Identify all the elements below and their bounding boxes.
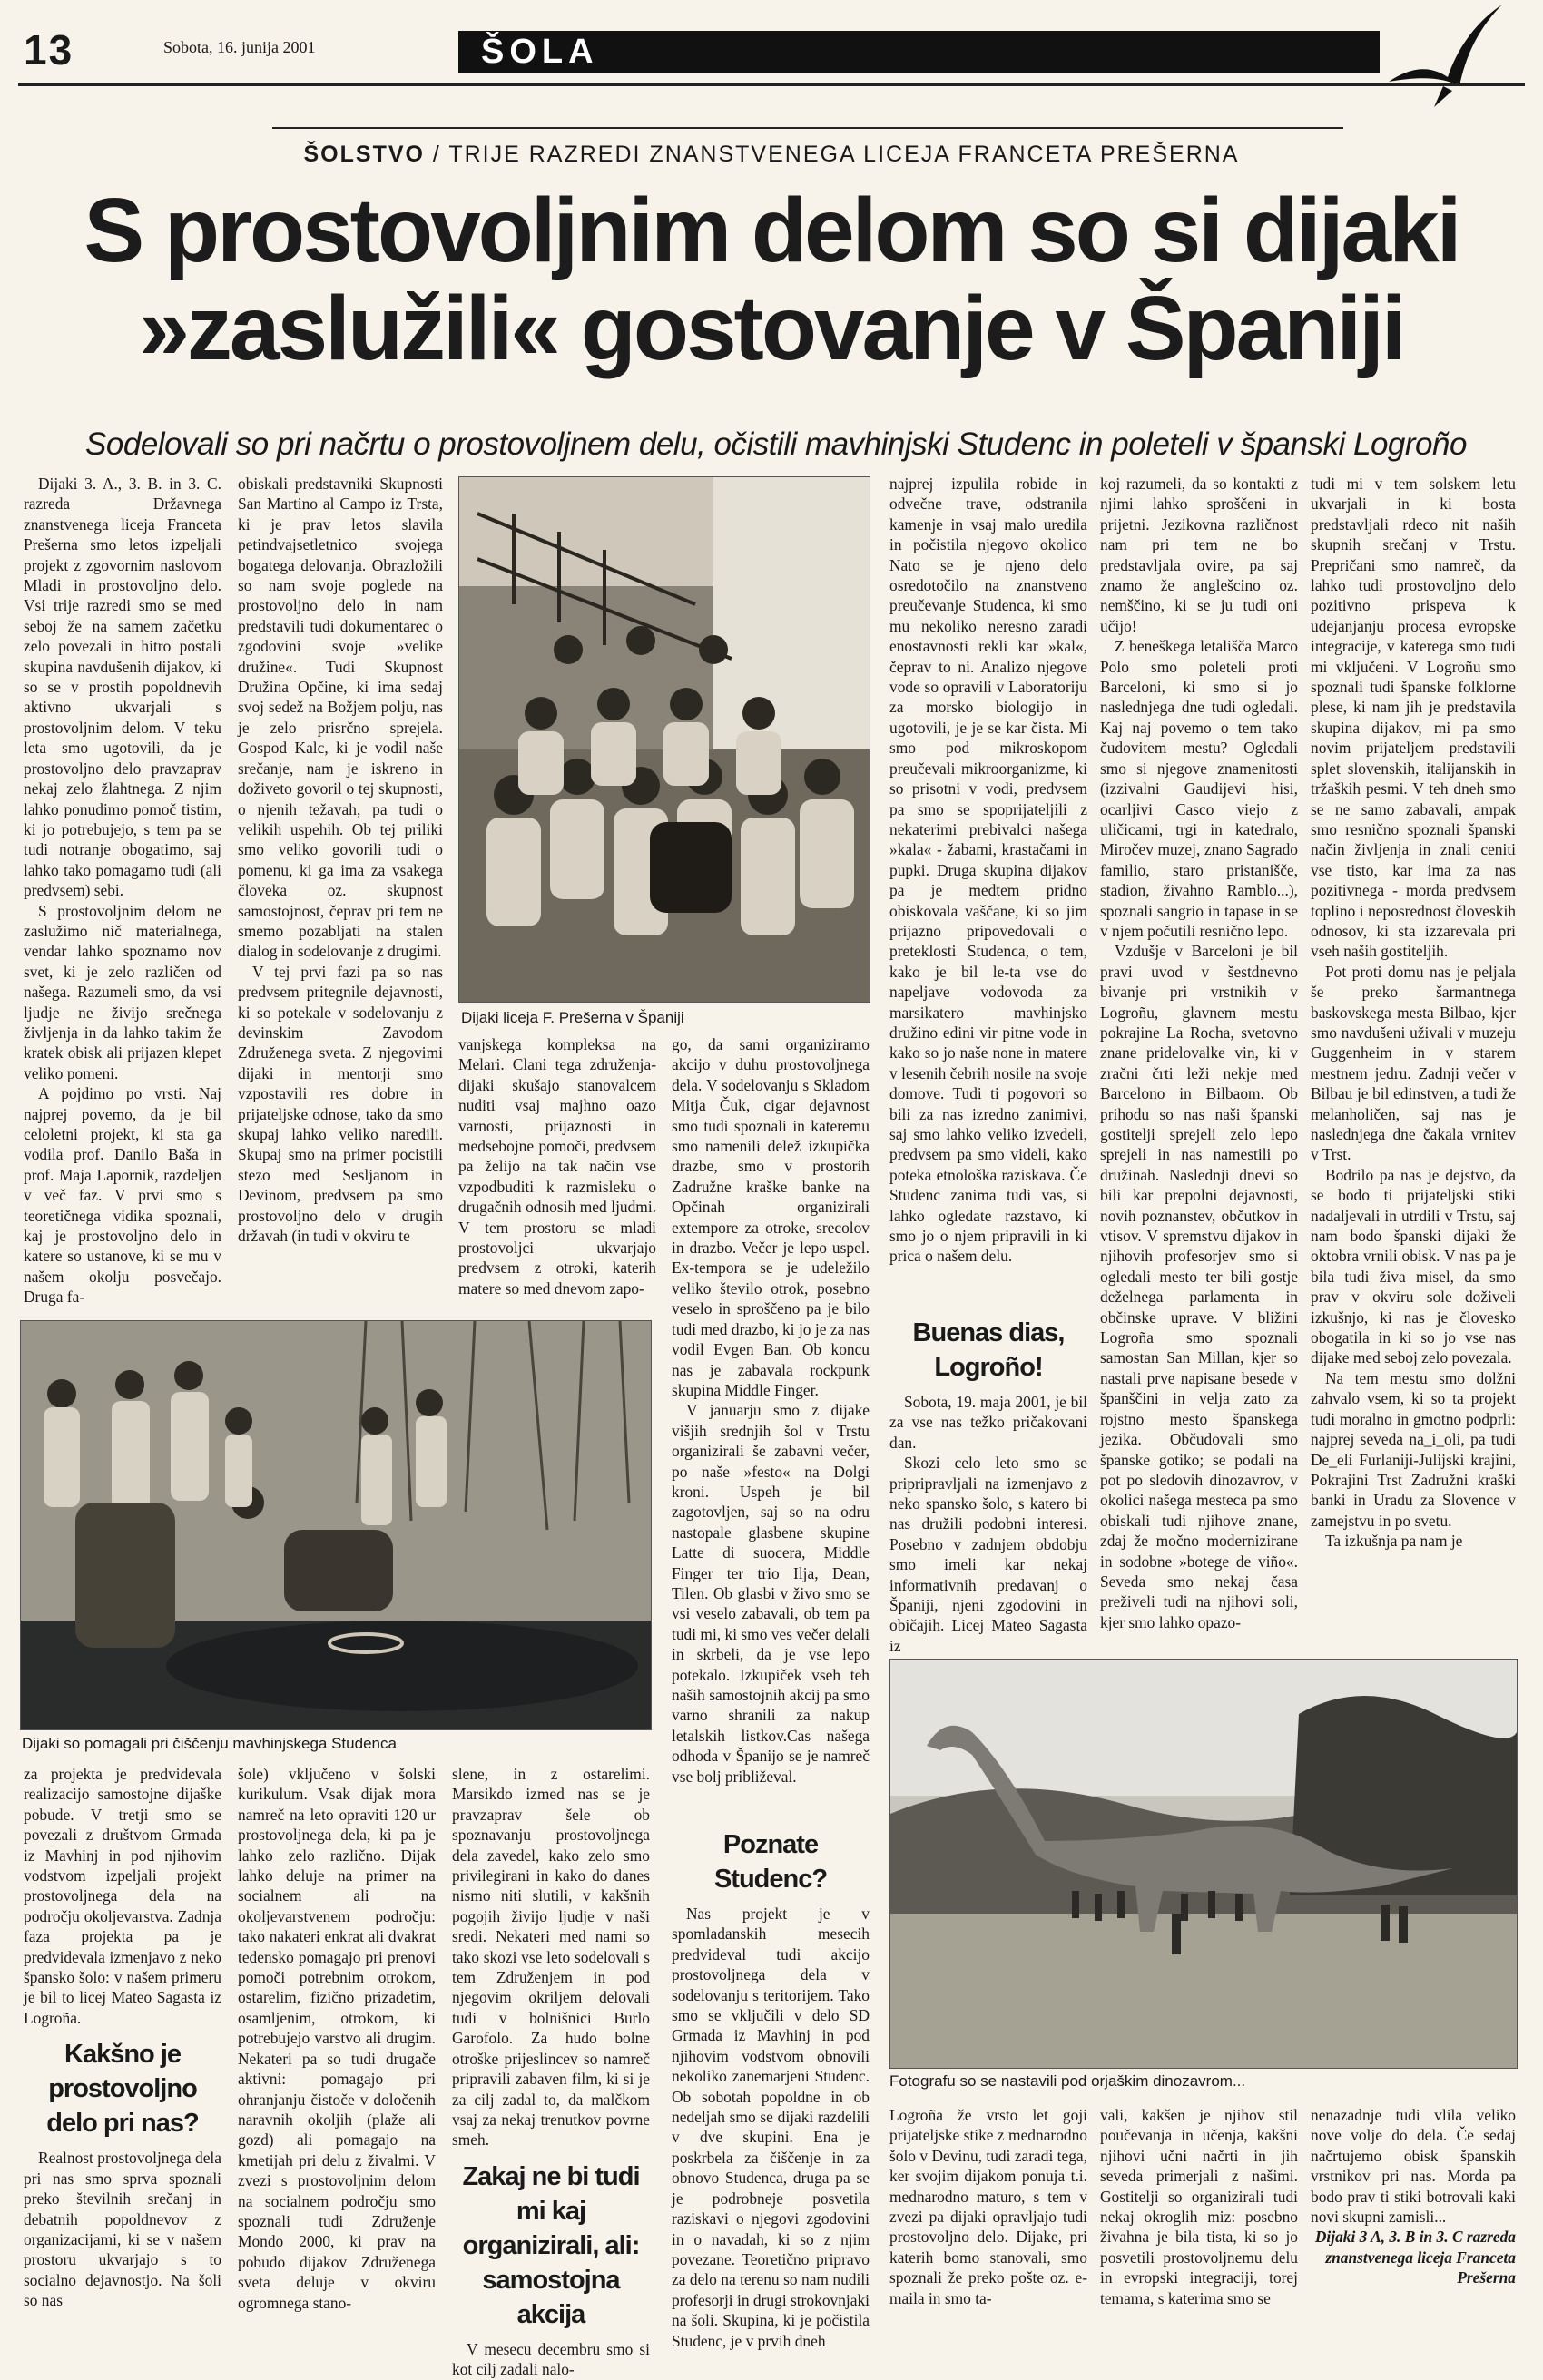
column-buenas: [889, 1307, 1087, 1655]
paragraph: Logroña že vrsto let goji prijateljske stike z mednarodno šolo v Devinu, tudi zaradi tega, ker svojim dijakom ponuja t.i. mednarodno maturo, s tem v zvezi pa dijaki opravljajo tudi prostovoljno delo. Dijake, pri katerih bomo stanovali, smo spoznali že preko pošte oz. e-maila in smo ta-: [889, 2106, 1087, 2307]
author-signature: Dijaki 3 A, 3. B in 3. C razreda znanstvenega liceja Franceta Prešerna: [1314, 2228, 1516, 2287]
column-mid-1: [458, 1034, 656, 1298]
photo-1-caption: Dijaki liceja F. Prešerna v Španiji: [461, 1009, 684, 1026]
standfirst: Sodelovali so pri načrtu o prostovoljnem delu, očistili mavhinjski Studenc in poleteli v španski Logroño: [85, 426, 1467, 462]
subheading-studenc: Poznate Studenc?: [713, 1830, 828, 1894]
column-2: [238, 474, 443, 1246]
paragraph: Vzdušje v Barceloni je bil pravi uvod v šestdnevno bivanje pri vrstnikih v Logroñu, glavnem mestu pokrajine La Rocha, svetovno znane pridelovalke vin, ki v zračni črti leži nekje med Barcelono in Bilbaom. Ob prihodu so nas naši španski gostitelji sprejeli zelo lepo sprejeli in nas namestili po družinah. Naslednji dnevi so bili kar prepolni dejavnosti, novih poznanstev, občutkov in vtisov. V spremstvu dijakov in njihovih profesorjev smo si ogledali mesto ter bili gostje deželnega parlamenta in občinske uprave. V bližini Logroña smo spoznali samostan San Millan, kjer so nastali prve napisane besede v španščini in velja zato za rojstno mesto španskega jezika. Občudovali smo španske gotiko; se podali na pot po sledovih dinozavrov, v okolici našega mesteca pa smo obiskali tudi njihove znane, zdaj že močno modernizirane in sodobne »botege de viño«. Seveda smo nekaj časa preživeli tudi na njihovi soli, kjer smo lahko opazo-: [1100, 942, 1298, 1631]
column-bottom-4: [889, 2105, 1087, 2308]
kicker: [0, 142, 1543, 168]
photo-students-in-spain: [458, 476, 870, 1003]
page-number: 13: [24, 26, 74, 73]
column-mid-2: [672, 1034, 870, 1786]
paragraph: koj razumeli, da so kontakti z njimi lahko sproščeni in prijetni. Jezikovna različnost nam pri tem ne bo predstavljala ovire, pa saj znamo že anglešcino oz. nemščino, ki se ju tudi oni učijo!: [1100, 475, 1298, 635]
column-5: [1311, 474, 1516, 1552]
headline-line-2: »zaslužili« gostovanje v Španiji: [139, 278, 1404, 379]
paragraph: Pot proti domu nas je peljala še preko šarmantnega baskovskega mesta Bilbao, kjer smo navdušeni uživali v muzeju Guggenheim in v starem mestnem jedru. Zadnji večer v Bilbau je bil edinstven, a tudi že melanholičen, saj nas je naslednjega dne čakala vrnitev v Trst.: [1311, 962, 1516, 1164]
column-3: [889, 474, 1087, 1267]
kicker-rule: [272, 127, 1343, 129]
column-bottom-1: [24, 1764, 221, 2311]
photo-2-caption: Dijaki so pomagali pri čiščenju mavhinjskega Studenca: [22, 1735, 397, 1752]
paragraph: V januarju smo z dijake višjih srednjih šol v Trstu organizirali še zabavni večer, po naše »festo« na Dolgi kroni. Uspeh je bil zagotovljen, saj so na odru nastopale glasbene skupine Latte di suocera, Middle Finger ter trio Ilja, Dean, Tilen. Ob glasbi v živo smo se vsi veselo zabavali, ob tem pa tudi mi, ki smo ves večer delali in skrbeli, da je vse lepo potekalo. Izkupiček vseh teh naših samostojnih akcij pa smo varno shranili za nakup letalskih listkov.Cas našega odhoda v Španijo se je namreč vse bolj približeval.: [672, 1401, 870, 1786]
photo-3-caption: Fotografu so se nastavili pod orjaškim dinozavrom...: [889, 2072, 1246, 2090]
headline-line-1: S prostovoljnim delom so si dijaki: [84, 180, 1459, 281]
headline: [36, 181, 1507, 377]
paragraph: slene, in z ostarelimi. Marsikdo izmed nas se je pravzaprav šele ob spoznavanju prostovoljnega dela zavedel, kako zelo smo privilegirani in kako do danes nismo niti slutili, v kakšnih pogojih živijo ljudje v naši sredi. Nekateri med nami so tako skozi vse leto sodelovali s tem Združenjem in pod njegovim okriljem delovali tudi v bolnišnici Burlo Garofolo. Za hudo bolne otroške prijeslincev so namreč pripravili zabaven film, ki si je za cilj zadal to, da malčkom vsaj za nekaj trenutkov povrne smeh.: [452, 1765, 650, 2150]
column-bottom-2: [238, 1764, 436, 2313]
paragraph: tudi mi v tem solskem letu ukvarjali in ki bosta predstavljali rdeco nit naših skupnih srečanj v Trstu. Prepričani smo namreč, da lahko tudi prostovoljno delo pozitivno prispeva k udejanjanju procesa evropske integracije, v katerega smo tudi mi vključeni. V Logroñu smo spoznali tudi španske folklorne plese, ki nam jih je predstavila skupina dijakov, mi pa smo novim prijateljem predstavili splet slovenskih, italijanskih in tržaških pesmi. V teh dneh smo se ne samo zabavali, ampak smo resnično spoznali španski način življenja in znali ceniti vse tisto, kar ima za nas pozitivnega - morda predvsem toplino i neposrednost človeskih odnosov, ki sta izzarevala pri vseh naših gostiteljih.: [1311, 475, 1516, 961]
column-bottom-5: [1100, 2105, 1298, 2308]
paragraph: vali, kakšen je njihov stil poučevanja in učenja, kakšni njihovi učni načrti in jih seveda primerjali z našimi. Gostitelji so organizirali tudi nekaj okroglih miz: posebno živahna je bila tista, ki so jo posvetili prostovoljnemu delu in evropski integraciji, torej temama, s katerima smo se: [1100, 2106, 1298, 2307]
paragraph: Z beneškega letališča Marco Polo smo poleteli proti Barceloni, ki smo si jo naslednjega dne tudi ogledali. Kaj naj povemo o tem tako čudovitem mestu? Ogledali smo si njegove znamenitosti (izzivalni Gaudijevi hisi, ocarljivi Casco viejo z uličicami, trgi in katedralo, Miročev muzej, znano Sagrado familio, staro pristanišče, stadion, živahno Ramblo...), spoznali sangrio in tapase in se v njem počutili resnično lepo.: [1100, 637, 1298, 940]
paragraph: Dijaki 3. A., 3. B. in 3. C. razreda Državnega znanstvenega liceja Franceta Prešerna smo letos izpeljali projekt z zgovornim naslovom Mladi in prostovoljno delo. Vsi trije razredi smo se med seboj že na samem začetku zelo povezali in hitro postali skupina navdušenih dijakov, ki so se v prostih popoldnevih aktivno ukvarjali s prostovoljnim delom. V teku leta smo ugotovili, da je prostovoljno delo pravzaprav nekaj zelo žlahtnega. Z njim lahko ponudimo pomoč tistim, ki jo potrebujejo, s tem pa se tudi notranje obogatimo, saj lahko tako pomagamo tudi (ali predvsem) sebi.: [24, 475, 221, 900]
paragraph: Na tem mestu smo dolžni zahvalo vsem, ki so ta projekt tudi moralno in gmotno podprli: najprej seveda na_i_oli, pa tudi De_eli Furlaniji-Julijski krajini, Pokrajini Trst Zadružni kraški banki in Uradu za Slovence v zamejstvu in po svetu.: [1311, 1368, 1516, 1530]
paragraph: V mesecu decembru smo si kot cilj zadali nalo-: [452, 2339, 650, 2379]
section-title: ŠOLA: [481, 33, 599, 71]
column-bottom-6: [1311, 2105, 1516, 2288]
subheading-volunteer-work: Kakšno je prostovoljno delo pri nas?: [46, 2040, 199, 2139]
paragraph: Bodrilo pa nas je dejstvo, da se bodo ti prijateljski stiki nadaljevali in utrdili v Trstu, saj nam bodo španski dijaki že oktobra vrnili obisk. V nas pa je bila tudi živa misel, da smo prav v okviru sole doživeli izkušnjo, ki nas je človesko obogatila in ki so jo vse nas dijake med seboj zelo povezala.: [1311, 1165, 1516, 1367]
column-4: [1100, 474, 1298, 1632]
seagull-logo: [1380, 0, 1507, 109]
paragraph: Skozi celo leto smo se pripripravljali na izmenjavo z neko spansko šolo, s katero bi nas družili podobni interesi. Posebno v zadnjem obdobju smo imeli kar nekaj informativnih predavanj o Španiji, njeni zgodovini in običajih. Licej Mateo Sagasta iz: [889, 1454, 1087, 1655]
paragraph: nenazadnje tudi vlila veliko nove volje do dela. Če sedaj načrtujemo obisk španskih vrstnikov pri nas. Morda pa bodo prav ti stiki botrovali kaki novi skupni zamisli...: [1311, 2106, 1516, 2227]
paragraph: šole) vključeno v šolski kurikulum. Vsak dijak mora namreč na leto opraviti 120 ur prostovoljnega dela, ki pa je lahko zelo različno. Dijak lahko deluje na primer na socialnem ali na okoljevarstvenem področju: tako nakateri enkrat ali dvakrat tedensko pomagajo pri prenovi pomoči potrebnim otrokom, ostarelim, fizično prizadetim, osamljenim, otrokom, ki potrebujejo varstvo ali drugim. Nekateri pa so tudi drugače aktivni: pomagajo pri ohranjanju čistoče v določenih naravnih okoljih (plaže ali gozd) ali pomagajo na kmetijah pri delu z živalmi. V zvezi s prostovoljnim delom na socialnem področju smo spoznali tudi Združenje Mondo 2000, ki prav na pobudo dijakov Združenega sveta deluje v okviru ogromnega stano-: [238, 1765, 436, 2312]
paragraph: V tej prvi fazi pa so nas predvsem pritegnile dejavnosti, ki so potekale v sodelovanju z devinskim Zavodom Združenega sveta. Z njegovimi dijaki in mentorji smo vzpostavili res dobre in prijateljske odnose, tako da smo skupaj lahko veliko naredili. Skupaj smo na primer pocistili stezo med Sesljanom in Devinom, predvsem pa smo prostovoljno delo v drugih državah (in tudi v okviru te: [238, 962, 443, 1246]
issue-date: Sobota, 16. junija 2001: [163, 38, 316, 56]
column-studenc: [672, 1818, 870, 2350]
column-1: [24, 474, 221, 1307]
subheading-own-action: Zakaj ne bi tudi mi kaj organizirali, ali: samostojna akcija: [462, 2161, 640, 2329]
photo-dinosaur: [889, 1659, 1518, 2069]
paragraph: Sobota, 19. maja 2001, je bil za vse nas težko pričakovani dan.: [889, 1393, 1087, 1452]
paragraph: najprej izpulila robide in odvečne trave, odstranila kamenje in vsaj malo uredila in počistila njegovo okolico Nato se je njeno delo osredotočilo na znanstveno preučevanje Studenca, ki smo mu nekoliko neresno zaradi enostavnosti rekli kar »kal«, čeprav to ni. Analizo njegove vode so opravili v Laboratoriju za morsko biologijo in ugotovili, je je se kar čista. Mi smo pod mikroskopom preučevali mikroorganizme, ki so prisotni v vodi, predvsem pa smo se spoprijateljili z nekaterimi prebivalci našega »kala« - žabami, krastačami in pupki. Druga skupina dijakov pa je medtem pridno obiskovala vaščane, ki so jim prijazno pripovedovali o preteklosti Studenca, o tem, kako je bil le-ta vse do napeljave vodovoda za marsikatero mavhinjsko družino edini vir pitne vode in kako so jo naše none in matere v lesenih čebrih nosile na svoje domove. Tudi ti pogovori so bili za nas izredno zanimivi, saj smo lahko veliko izvedeli, predvsem pa smo videli, kako poteka etnološka raziskava. Če Studenc zanima tudi vas, si lahko ogledate razstavo, ki smo jo o njem pripravili in ki prica o našem delu.: [889, 475, 1087, 1266]
paragraph: A pojdimo po vrsti. Naj najprej povemo, da je bil celoletni projekt, ki sta ga vodila prof. Danilo Baša in prof. Maja Lapornik, razdeljen v več faz. V prvi smo s teoretičnega vidika spoznali, kaj je prostovoljno delo in katere so ustanove, ki se mu v našem okolju posvečajo. Druga fa-: [24, 1084, 221, 1307]
paragraph: Ta izkušnja pa nam je: [1325, 1532, 1463, 1551]
kicker-text: / TRIJE RAZREDI ZNANSTVENEGA LICEJA FRANCETA PREŠERNA: [424, 142, 1240, 167]
column-bottom-3: [452, 1764, 650, 2379]
subheading-buenas-dias: Buenas dias, Logroño!: [912, 1318, 1065, 1382]
paragraph: obiskali predstavniki Skupnosti San Martino al Campo iz Trsta, ki je prav letos slavila petindvajsetletnico svojega bogatega delovanja. Obrazložili so nam svoje poglede na prostovoljno delo in nam predstavili tudi dokumentarec o zgodovini svoje »velike družine«. Tudi Skupnost Družina Opčine, ki ima sedaj svoj sedež na Božjem polju, nas je zelo prisrčno sprejela. Gospod Kalc, ki je vodil naše srečanje, nam je iskreno in doživeto govoril o tej skupnosti, o njenih težavah, pa tudi o velikih uspehih. Ob tej priliki smo veliko govorili tudi o pomenu, ki ga ima za vsakega človeka oz. skupnost samostojnost, čeprav pri tem ne smemo pozabljati na stalen dialog in sodelovanje z drugimi.: [238, 475, 443, 961]
photo-cleaning-studenc: [20, 1320, 652, 1730]
paragraph: Nas projekt je v spomladanskih mesecih predvideval tudi akcijo prostovoljnega dela v sodelovanju s teritorijem. Tako smo se vključili v delo SD Grmada iz Mavhinj in pod njihovim vodstvom obnovili nekoliko zanemarjeni Studenc. Ob sobotah popoldne in ob nedeljah smo se dijaki razdelili v dve skupini. Ena je poskrbela za čiščenje in za obnovo Studenca, druga pa se je podrobneje posvetila raziskavi o njegovi zgodovini in o navadah, ki so z njim povezane. Teoretično pripravo za delo na terenu so nam nudili profesorji in drugi strokovnjaki na šoli. Skupina, ki je počistila Studenc, je v prvih dneh: [672, 1905, 870, 2350]
masthead-rule: [18, 83, 1525, 86]
paragraph: za projekta je predvidevala realizacijo samostojne dijaške pobude. V tretji smo se povezali z društvom Grmada iz Mavhinj in pod njihovim vodstvom izpeljali projekt prostovoljnega dela na področju okoljevarstva. Zadnja faza projekta pa je predvidevala izmenjavo z neko špansko šolo: v našem primeru je bil to licej Mateo Sagasta iz Logroña.: [24, 1765, 221, 2027]
kicker-section: ŠOLSTVO: [303, 142, 425, 167]
paragraph: S prostovoljnim delom ne zaslužimo nič materialnega, vendar lahko spoznamo nov svet, ki je zelo različen od našega. Razumeli smo, da vsi ljudje ne živijo srečnega življenja in da lahko takim že kratek obisk ali prijazen klepet veliko pomeni.: [24, 901, 221, 1082]
paragraph: Realnost prostovoljnega dela pri nas smo sprva spoznali preko številnih srečanj in debatnih popoldnevov z organizacijami, ki se v našem prostoru ukvarjajo s to socialno dejavnostjo. Na šoli so nas: [24, 2149, 221, 2310]
paragraph: vanjskega kompleksa na Melari. Clani tega združenja-dijaki skušajo stanovalcem nuditi vsaj majhno oazo varnosti, prijaznosti in medsebojne pomoči, predvsem pa želijo na tak način vse vzpodbuditi k razmisleku o drugačnih odnosih med ljudmi. V tem prostoru se mladi prostovoljci ukvarjajo predvsem z otroki, katerih matere so med dnevom zapo-: [458, 1035, 656, 1298]
paragraph: go, da sami organiziramo akcijo v duhu prostovoljnega dela. V sodelovanju s Skladom Mitja Čuk, cigar dejavnost smo tudi spoznali in kateremu smo namenili delež izkupička drazbe, smo v prostorih Zadružne kraške banke na Opčinah organizirali extempore za otroke, srecolov in drazbo. Večer je lepo uspel. Ex-tempora se je udeležilo veliko število otrok, posebno veselo in sproščeno pa je bilo tudi med drazbo, ki jo je za nas vodil Evgen Ban. Ob koncu nas je zabavala rockpunk skupina Middle Finger.: [672, 1035, 870, 1399]
